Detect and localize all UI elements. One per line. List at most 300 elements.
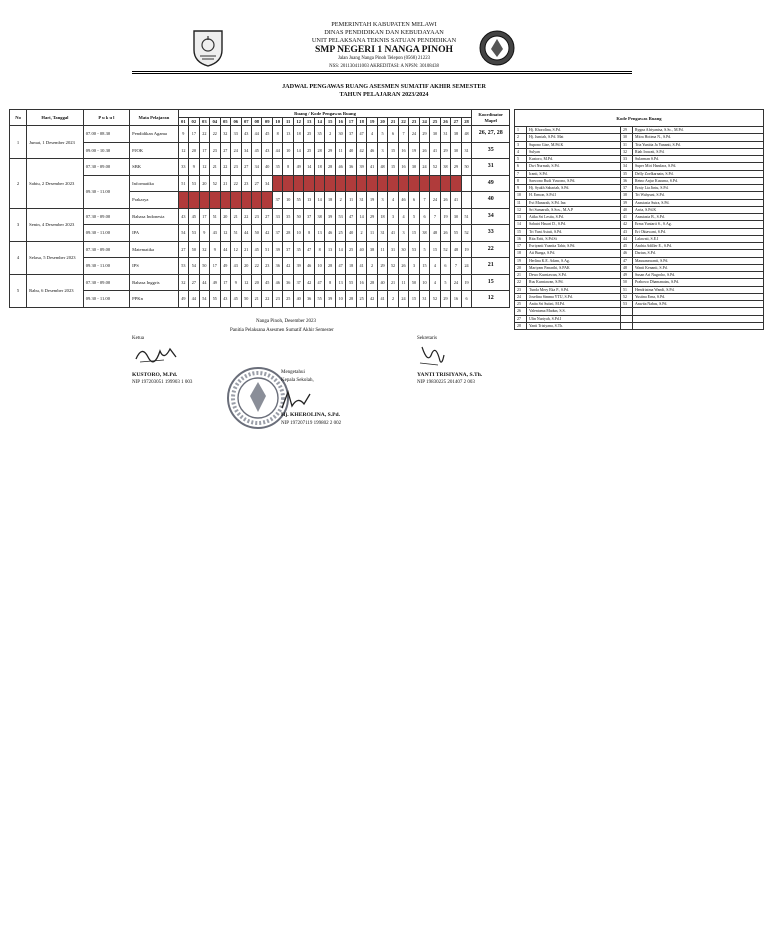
header-rule-2 <box>132 73 632 74</box>
room-cell <box>199 192 209 209</box>
code-number <box>621 308 633 315</box>
code-number: 46 <box>621 250 633 257</box>
code-number <box>621 315 633 322</box>
room-cell: 43 <box>231 258 241 275</box>
room-cell: 3 <box>388 208 398 225</box>
room-cell: 22 <box>252 258 262 275</box>
room-cell: 46 <box>272 274 282 291</box>
room-cell: 40 <box>262 159 272 176</box>
supervisor-name: Sularman S.Pd. <box>633 156 764 163</box>
room-cell: 24 <box>398 291 408 308</box>
room-cell: 47 <box>356 126 366 143</box>
row-coordinator: 15 <box>472 274 510 291</box>
room-cell <box>398 175 408 192</box>
room-cell: 4 <box>398 208 408 225</box>
schedule-row <box>10 126 510 143</box>
code-number: 2 <box>515 134 527 141</box>
room-cell: 8 <box>283 159 293 176</box>
room-cell: 48 <box>430 225 440 242</box>
row-time: 07.30 - 09.00 <box>83 274 129 291</box>
row-number: 1 <box>10 126 27 159</box>
supervisor-name: Tri Wahyuni, S.Pd. <box>633 192 764 199</box>
row-day: Jumat, 1 Desember 2023 <box>27 126 84 159</box>
code-row <box>515 141 764 148</box>
room-cell: 10 <box>283 142 293 159</box>
room-cell: 16 <box>356 274 366 291</box>
room-cell: 7 <box>419 192 429 209</box>
room-cell: 17 <box>210 258 220 275</box>
room-number-header: 05 <box>220 118 230 126</box>
room-cell: 23 <box>210 142 220 159</box>
room-cell: 39 <box>325 291 335 308</box>
code-number: 8 <box>515 177 527 184</box>
room-number-header: 15 <box>325 118 335 126</box>
room-cell: 33 <box>178 159 188 176</box>
room-cell: 47 <box>304 241 314 258</box>
supervisor-name: Valentama Madun, S.S. <box>527 308 621 315</box>
code-number: 3 <box>515 141 527 148</box>
room-cell: 40 <box>356 241 366 258</box>
code-row <box>515 134 764 141</box>
room-cell: 11 <box>367 225 377 242</box>
supervisor-name: Susan Ari Nugroho, S.Pd. <box>633 272 764 279</box>
room-cell: 11 <box>335 142 345 159</box>
supervisor-name: Lalawati, S.E.I <box>633 235 764 242</box>
room-cell: 37 <box>304 208 314 225</box>
row-time: 09.30 - 11.00 <box>83 225 129 242</box>
room-cell: 20 <box>189 142 199 159</box>
room-cell <box>356 175 366 192</box>
header-line-3: UNIT PELAKSANA TEKNIS SATUAN PENDIDIKAN <box>311 37 457 44</box>
room-cell: 41 <box>377 291 387 308</box>
code-number: 32 <box>621 148 633 155</box>
room-cell: 18 <box>293 126 303 143</box>
code-row <box>515 156 764 163</box>
room-cell: 9 <box>189 159 199 176</box>
room-cell: 24 <box>430 192 440 209</box>
supervisor-name: Retno Anjar Kusuma, S.Pd. <box>633 177 764 184</box>
room-cell: 26 <box>440 192 450 209</box>
room-cell: 40 <box>346 225 356 242</box>
row-subject: Bahasa Indonesia <box>130 208 178 225</box>
schedule-row <box>10 258 510 275</box>
room-cell <box>461 175 472 192</box>
room-cell: 12 <box>178 142 188 159</box>
room-cell: 41 <box>356 258 366 275</box>
row-subject: Prakarya <box>130 192 178 209</box>
room-number-header: 09 <box>262 118 272 126</box>
room-cell: 3 <box>377 142 387 159</box>
supervisor-name: Evriyanti Yoanita Tahir, S.Pd. <box>527 243 621 250</box>
code-row <box>515 228 764 235</box>
room-cell: 19 <box>409 142 419 159</box>
room-cell: 50 <box>199 258 209 275</box>
sekretaris-label: Sekretaris <box>417 336 437 341</box>
room-cell: 28 <box>325 258 335 275</box>
room-cell <box>262 192 272 209</box>
room-cell: 37 <box>293 274 303 291</box>
code-row <box>515 148 764 155</box>
code-number: 40 <box>621 206 633 213</box>
room-cell: 5 <box>377 126 387 143</box>
codes-header: Kode Pengawas Ruang <box>515 110 764 127</box>
room-cell: 25 <box>304 126 314 143</box>
room-cell: 44 <box>272 142 282 159</box>
room-cell: 33 <box>272 208 282 225</box>
code-row <box>515 127 764 134</box>
room-cell: 3 <box>398 225 408 242</box>
row-number: 5 <box>10 274 27 307</box>
room-cell: 40 <box>377 274 387 291</box>
room-cell: 29 <box>367 208 377 225</box>
room-cell: 14 <box>304 159 314 176</box>
code-number: 21 <box>515 272 527 279</box>
room-cell: 32 <box>199 241 209 258</box>
supervisor-name: Anastasia Sutra, S.Pd. <box>633 199 764 206</box>
room-number-header: 02 <box>189 118 199 126</box>
supervisor-name: Atika Sri Lestia, S.Pd. <box>527 214 621 221</box>
code-number: 14 <box>515 221 527 228</box>
supervisor-name: Hendriatma Wandi, S.Pd. <box>633 286 764 293</box>
row-coordinator: 34 <box>472 208 510 225</box>
room-cell: 18 <box>377 208 387 225</box>
room-cell: 10 <box>335 291 345 308</box>
room-cell: 13 <box>304 192 314 209</box>
supervisor-name: Wanti Kenanti, S.Pd. <box>633 264 764 271</box>
room-cell: 24 <box>461 258 472 275</box>
room-cell: 53 <box>189 225 199 242</box>
room-cell: 35 <box>314 126 324 143</box>
room-cell: 12 <box>220 225 230 242</box>
room-cell: 40 <box>293 291 303 308</box>
room-cell: 30 <box>335 126 345 143</box>
sekretaris-signature-icon <box>418 343 446 374</box>
supervisor-name: Mariyam Panarthi, S.PAK <box>527 264 621 271</box>
room-cell: 52 <box>210 175 220 192</box>
room-cell: 24 <box>451 274 461 291</box>
room-number-header: 24 <box>419 118 429 126</box>
supervisor-name: Erma Yuniarti S., S.Ag. <box>633 221 764 228</box>
row-subject: IPA <box>130 225 178 242</box>
code-row <box>515 272 764 279</box>
supervisor-name: Josefina Simma YTU, S.Pd. <box>527 293 621 300</box>
room-cell: 6 <box>388 126 398 143</box>
room-cell: 53 <box>409 241 419 258</box>
room-cell: 10 <box>419 274 429 291</box>
place-date: Nanga Pinoh, Desember 2023 <box>256 319 316 324</box>
room-number-header: 10 <box>272 118 282 126</box>
code-number: 16 <box>515 235 527 242</box>
supervisor-name: Dewo Kurniawan, S.Pd. <box>527 272 621 279</box>
room-cell: 42 <box>262 225 272 242</box>
room-cell: 35 <box>293 241 303 258</box>
room-cell: 25 <box>304 142 314 159</box>
room-cell: 54 <box>199 291 209 308</box>
code-row <box>515 257 764 264</box>
room-cell: 54 <box>178 225 188 242</box>
room-cell <box>304 175 314 192</box>
supervisor-name: Riah Irawati, S.Pd. <box>633 148 764 155</box>
room-cell: 8 <box>314 241 324 258</box>
code-number: 5 <box>515 156 527 163</box>
code-row <box>515 279 764 286</box>
room-cell: 9 <box>199 225 209 242</box>
room-number-header: 26 <box>440 118 450 126</box>
room-cell <box>272 175 282 192</box>
room-cell: 55 <box>451 225 461 242</box>
room-cell: 27 <box>241 159 251 176</box>
supervisor-name: Prabowo Dhamanatas, S.Pd. <box>633 279 764 286</box>
row-time: 07.30 - 09.00 <box>83 241 129 258</box>
supervisor-name: Sarwono Budi Yuwono, S.Pd. <box>527 177 621 184</box>
code-number: 50 <box>621 279 633 286</box>
room-cell: 27 <box>189 274 199 291</box>
code-row <box>515 199 764 206</box>
room-cell: 49 <box>210 274 220 291</box>
room-cell: 37 <box>283 241 293 258</box>
room-cell: 22 <box>262 291 272 308</box>
row-coordinator: 26, 27, 28 <box>472 126 510 143</box>
room-cell: 13 <box>335 274 345 291</box>
room-cell: 7 <box>451 258 461 275</box>
code-row <box>515 286 764 293</box>
code-number: 11 <box>515 199 527 206</box>
schedule-row <box>10 291 510 308</box>
ketua-name: KUSTORO, M.Pd. <box>132 372 178 378</box>
room-cell: 51 <box>461 208 472 225</box>
supervisor-name: Hj. Syakh Sabariah, S.Pd. <box>527 185 621 192</box>
school-nss: NSS: 201130411003 AKREDITASI: A NPSN: 30108438 <box>329 64 439 69</box>
room-cell: 21 <box>231 208 241 225</box>
row-day: Selasa, 5 Desember 2023 <box>27 241 84 274</box>
code-number: 6 <box>515 163 527 170</box>
room-cell: 53 <box>178 258 188 275</box>
room-cell: 53 <box>189 175 199 192</box>
row-number: 2 <box>10 159 27 209</box>
supervisor-name: Hj. Khorolina, S.Pd. <box>527 127 621 134</box>
room-cell: 14 <box>356 208 366 225</box>
code-number: 48 <box>621 264 633 271</box>
room-cell: 45 <box>252 241 262 258</box>
room-cell: 16 <box>398 159 408 176</box>
room-cell <box>210 192 220 209</box>
room-cell: 34 <box>252 159 262 176</box>
room-cell <box>241 192 251 209</box>
room-cell <box>293 175 303 192</box>
supervisor-name: H. Ermon, S.Pd.I <box>527 192 621 199</box>
room-cell: 19 <box>461 241 472 258</box>
room-cell <box>325 175 335 192</box>
code-number: 20 <box>515 264 527 271</box>
room-cell: 44 <box>220 241 230 258</box>
row-coordinator: 33 <box>472 225 510 242</box>
room-cell: 4 <box>367 126 377 143</box>
room-cell: 26 <box>419 142 429 159</box>
room-cell: 47 <box>314 274 324 291</box>
room-cell: 6 <box>461 291 472 308</box>
supervisor-name: Dwi Nurmah, S.Pd. <box>527 163 621 170</box>
code-number: 47 <box>621 257 633 264</box>
room-cell: 45 <box>262 126 272 143</box>
room-cell: 30 <box>398 241 408 258</box>
supervisor-name: Anita Sri Sutini, M.Pd. <box>527 301 621 308</box>
supervisor-name: Herlina K.E. Adam, S.Ag. <box>527 257 621 264</box>
col-no-header: No <box>10 110 27 126</box>
schedule-row <box>10 241 510 258</box>
room-cell: 24 <box>419 159 429 176</box>
code-number: 52 <box>621 293 633 300</box>
room-cell: 15 <box>388 159 398 176</box>
room-cell: 51 <box>231 225 241 242</box>
code-row <box>515 301 764 308</box>
room-cell: 46 <box>367 142 377 159</box>
room-number-header: 28 <box>461 118 472 126</box>
row-time: 09.30 - 11.00 <box>83 258 129 275</box>
room-cell: 22 <box>220 159 230 176</box>
code-row <box>515 177 764 184</box>
room-cell <box>388 175 398 192</box>
room-cell: 23 <box>231 159 241 176</box>
room-cell: 21 <box>241 241 251 258</box>
schedule-row <box>10 274 510 291</box>
room-cell: 30 <box>451 142 461 159</box>
room-cell: 19 <box>461 274 472 291</box>
col-coordinator-header: Koordinator Mapel <box>472 110 510 126</box>
room-cell: 50 <box>189 241 199 258</box>
room-cell: 31 <box>419 291 429 308</box>
room-cell: 10 <box>293 225 303 242</box>
kepala-nip: NIP 197207119 199802 2 002 <box>281 421 342 426</box>
room-cell: 11 <box>346 192 356 209</box>
room-cell: 48 <box>461 126 472 143</box>
room-cell: 52 <box>388 258 398 275</box>
room-cell: 15 <box>419 258 429 275</box>
committee-label: Panitia Pelaksana Asesmen Sumatif Akhir Semester <box>230 328 334 333</box>
room-cell <box>335 175 345 192</box>
mengetahui-label: Mengetahui <box>281 370 305 375</box>
room-cell: 44 <box>189 291 199 308</box>
code-number: 25 <box>515 301 527 308</box>
room-cell <box>178 192 188 209</box>
room-cell: 18 <box>325 192 335 209</box>
code-row <box>515 322 764 329</box>
room-cell: 43 <box>241 126 251 143</box>
room-cell: 24 <box>409 126 419 143</box>
schedule-row <box>10 159 510 176</box>
supervisor-name: Kustoro, M.Pd. <box>527 156 621 163</box>
room-cell: 36 <box>283 274 293 291</box>
room-cell: 12 <box>199 159 209 176</box>
room-cell: 38 <box>314 208 324 225</box>
ketua-nip: NIP 197203051 199903 1 003 <box>132 380 193 385</box>
sekretaris-name: YANTI TRISIYANA, S.Th. <box>417 372 483 378</box>
room-cell: 29 <box>440 291 450 308</box>
col-subject-header: Mata Pelajaran <box>130 110 178 126</box>
code-row <box>515 214 764 221</box>
room-number-header: 08 <box>252 118 262 126</box>
room-cell <box>189 192 199 209</box>
code-number: 53 <box>621 301 633 308</box>
row-subject: SBK <box>130 159 178 176</box>
code-number: 45 <box>621 243 633 250</box>
room-number-header: 23 <box>409 118 419 126</box>
room-cell: 45 <box>252 142 262 159</box>
room-cell: 28 <box>346 291 356 308</box>
supervisor-name <box>633 322 764 329</box>
code-number: 24 <box>515 293 527 300</box>
document-title: JADWAL PENGAWAS RUANG ASESMEN SUMATIF AKHIR SEMESTER <box>282 83 486 90</box>
room-cell: 12 <box>241 274 251 291</box>
room-cell: 14 <box>293 142 303 159</box>
room-cell: 25 <box>283 291 293 308</box>
code-row <box>515 243 764 250</box>
room-cell: 10 <box>283 192 293 209</box>
row-coordinator: 49 <box>472 175 510 192</box>
code-row <box>515 206 764 213</box>
room-number-header: 13 <box>304 118 314 126</box>
col-time-header: P u k u l <box>83 110 129 126</box>
room-cell: 52 <box>430 291 440 308</box>
room-cell: 32 <box>220 126 230 143</box>
code-number: 28 <box>515 322 527 329</box>
room-cell: 43 <box>220 291 230 308</box>
code-number: 33 <box>621 156 633 163</box>
schedule-row <box>10 225 510 242</box>
room-cell <box>461 192 472 209</box>
room-cell: 42 <box>283 258 293 275</box>
schedule-table <box>9 109 510 308</box>
room-number-header: 20 <box>377 118 387 126</box>
room-cell: 55 <box>210 291 220 308</box>
code-number: 10 <box>515 192 527 199</box>
code-row <box>515 185 764 192</box>
room-cell: 31 <box>377 225 387 242</box>
room-cell: 42 <box>304 274 314 291</box>
room-cell: 41 <box>451 192 461 209</box>
supervisor-name: Sulyan <box>527 148 621 155</box>
room-number-header: 17 <box>346 118 356 126</box>
room-cell: 51 <box>210 208 220 225</box>
room-cell: 17 <box>189 126 199 143</box>
room-cell: 20 <box>220 208 230 225</box>
room-cell: 37 <box>272 225 282 242</box>
room-cell <box>314 175 324 192</box>
code-number: 36 <box>621 177 633 184</box>
room-number-header: 21 <box>388 118 398 126</box>
row-day: Senin, 4 Desember 2023 <box>27 208 84 241</box>
room-cell: 26 <box>440 225 450 242</box>
room-cell: 39 <box>272 241 282 258</box>
room-cell: 9 <box>210 241 220 258</box>
room-number-header: 16 <box>335 118 345 126</box>
room-number-header: 01 <box>178 118 188 126</box>
code-row <box>515 315 764 322</box>
code-number: 35 <box>621 170 633 177</box>
room-cell: 7 <box>398 126 408 143</box>
room-cell: 44 <box>252 126 262 143</box>
room-cell: 28 <box>314 142 324 159</box>
room-number-header: 14 <box>314 118 324 126</box>
code-number <box>621 322 633 329</box>
room-cell <box>430 175 440 192</box>
room-cell: 15 <box>388 142 398 159</box>
room-cell: 14 <box>314 192 324 209</box>
code-number: 19 <box>515 257 527 264</box>
supervisor-name: Tunda Mery Eka P., S.Pd. <box>527 286 621 293</box>
room-number-header: 07 <box>241 118 251 126</box>
room-cell <box>283 175 293 192</box>
row-day: Sabtu, 2 Desember 2023 <box>27 159 84 209</box>
